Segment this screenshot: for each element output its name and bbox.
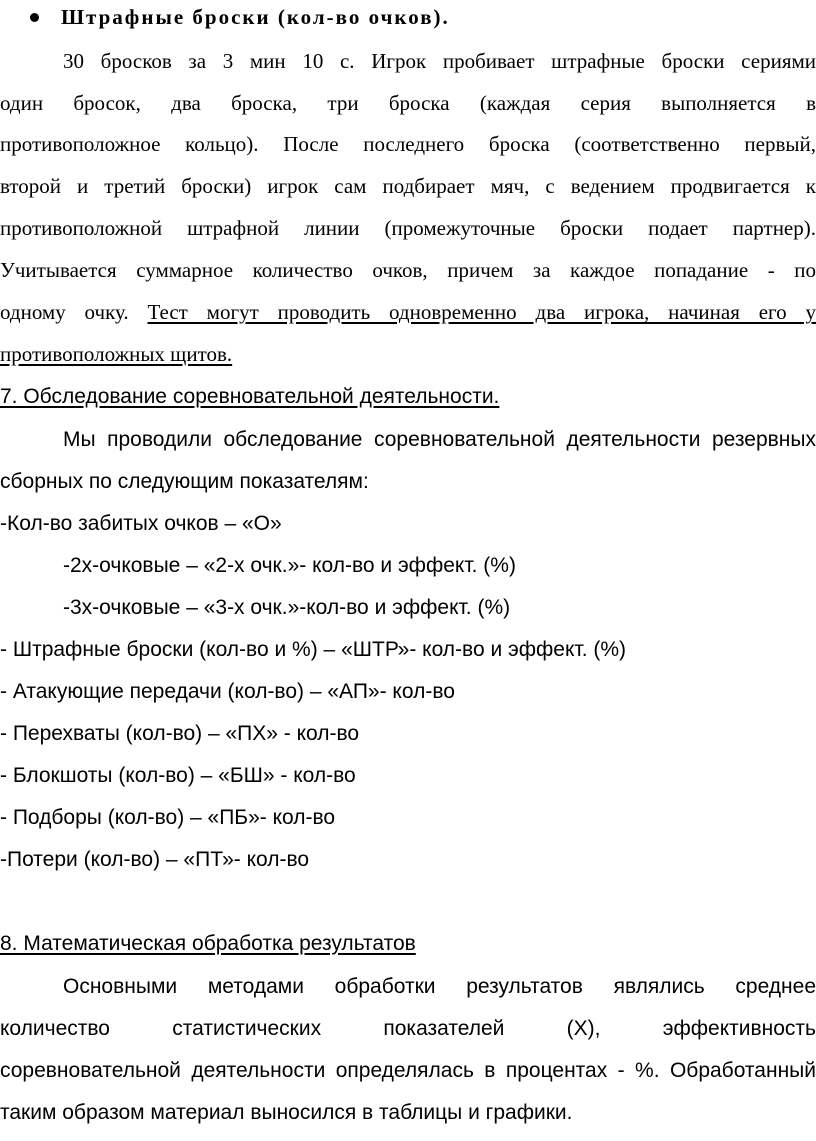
indicator-item: - Штрафные броски (кол-во и %) – «ШТР»- кол-во и эффект. (%) bbox=[0, 638, 627, 661]
indicator-item: -2х-очковые – «2-х очк.»- кол-во и эффект. (%) bbox=[63, 554, 516, 577]
paragraph-line: сборных по следующим показателям: bbox=[0, 470, 369, 493]
paragraph-line: противоположной штрафной линии (промежуточные броски подает партнер). bbox=[0, 216, 816, 240]
paragraph-line: таким образом материал выносился в таблицы и графики. bbox=[0, 1101, 573, 1124]
paragraph-line: один бросок, два броска, три броска (каждая серия выполняется в bbox=[0, 91, 816, 115]
paragraph-line: соревновательной деятельности определялась в процентах - %. Обработанный bbox=[0, 1059, 816, 1082]
indicator-item: - Атакующие передачи (кол-во) – «АП»- кол-во bbox=[0, 680, 455, 703]
underlined-text: противоположных щитов. bbox=[0, 342, 233, 366]
paragraph-line: Основными методами обработки результатов являлись среднее bbox=[63, 975, 816, 998]
underlined-text: Тест могут проводить одновременно два игрока, начиная его у bbox=[147, 300, 816, 324]
indicator-item: - Блокшоты (кол-во) – «БШ» - кол-во bbox=[0, 764, 356, 787]
paragraph-line: Учитывается суммарное количество очков, причем за каждое попадание - по bbox=[0, 258, 816, 282]
free-throws-title-row bbox=[30, 7, 450, 28]
paragraph-text: одному очку. bbox=[0, 300, 148, 324]
paragraph-line: противоположное кольцо). После последнего броска (соответственно первый, bbox=[0, 132, 816, 156]
indicator-item: -Потери (кол-во) – «ПТ»- кол-во bbox=[0, 848, 310, 871]
paragraph-line-mixed bbox=[0, 302, 816, 323]
paragraph-line: количество статистических показателей (X), эффективность bbox=[0, 1017, 816, 1040]
free-throws-title: Штрафные броски (кол-во очков). bbox=[61, 5, 450, 29]
section-7-heading: 7. Обследование соревновательной деятельности. bbox=[0, 385, 500, 408]
paragraph-line bbox=[0, 344, 232, 365]
paragraph-line: 30 бросков за 3 мин 10 с. Игрок пробивает штрафные броски сериями bbox=[63, 49, 816, 73]
indicator-item: - Перехваты (кол-во) – «ПХ» - кол-во bbox=[0, 722, 360, 745]
indicator-item: -3х-очковые – «3-х очк.»-кол-во и эффект. (%) bbox=[63, 596, 511, 619]
indicator-item: -Кол-во забитых очков – «О» bbox=[0, 512, 282, 535]
bullet-icon bbox=[30, 13, 39, 22]
indicator-item: - Подборы (кол-во) – «ПБ»- кол-во bbox=[0, 806, 336, 829]
paragraph-line: Мы проводили обследование соревновательной деятельности резервных bbox=[63, 428, 816, 451]
paragraph-line: второй и третий броски) игрок сам подбирает мяч, с ведением продвигается к bbox=[0, 174, 816, 198]
section-8-heading: 8. Математическая обработка результатов bbox=[0, 932, 416, 955]
